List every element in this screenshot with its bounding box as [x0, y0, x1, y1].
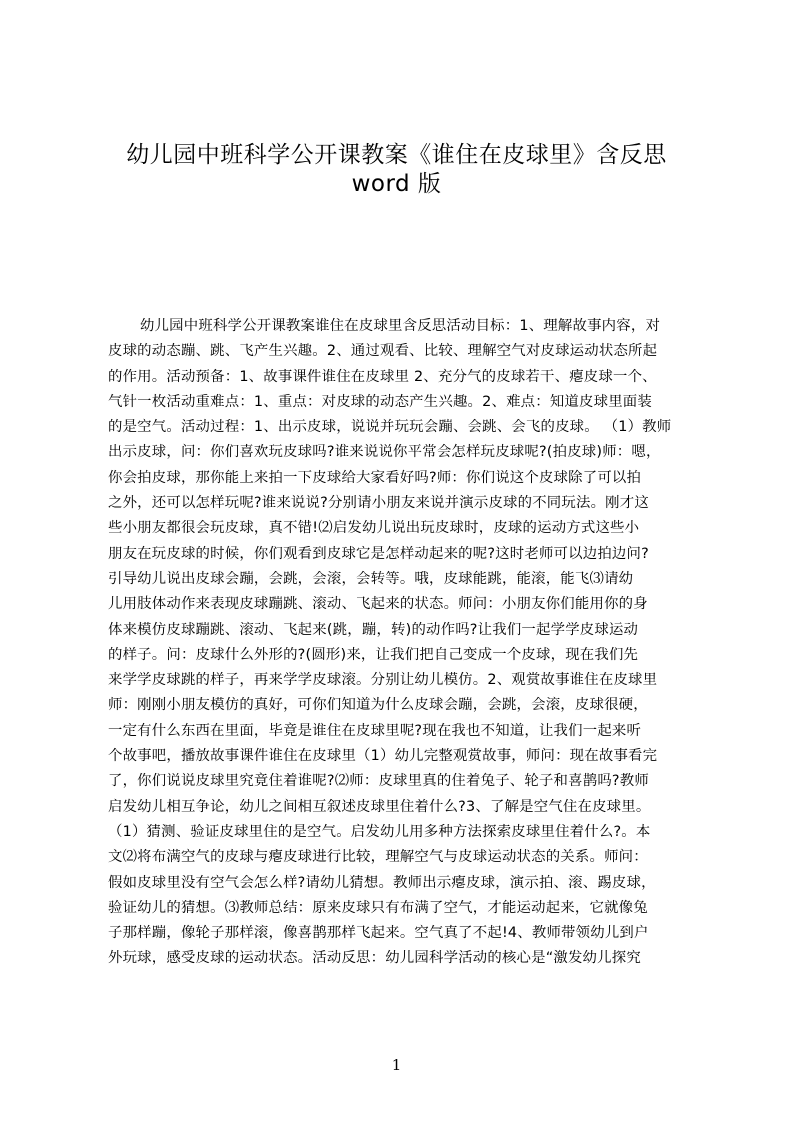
body-line: 文⑵将布满空气的皮球与瘪皮球进行比较，理解空气与皮球运动状态的关系。师问： [108, 849, 648, 866]
body-line: 的样子。问：皮球什么外形的?(圆形)来，让我们把自己变成一个皮球，现在我们先 [108, 646, 639, 663]
body-line: 些小朋友都很会玩皮球，真不错!⑵启发幼儿说出玩皮球时，皮球的运动方式这些小 [108, 520, 640, 537]
body-line: 师：刚刚小朋友模仿的真好，可你们知道为什么皮球会蹦，会跳，会滚，皮球很硬， [108, 697, 648, 714]
body-line: 皮球的动态蹦、跳、飞产生兴趣。2、通过观看、比较、理解空气对皮球运动状态所起 [108, 343, 658, 360]
page-number: 1 [391, 1056, 402, 1074]
body-line: （1）猜测、验证皮球里住的是空气。启发幼儿用多种方法探索皮球里住着什么?。本 [108, 823, 651, 840]
body-line: 引导幼儿说出皮球会蹦，会跳，会滚，会转等。哦，皮球能跳，能滚，能飞⑶请幼 [108, 570, 634, 587]
body-line: 体来模仿皮球蹦跳、滚动、飞起来(跳，蹦，转)的动作吗?让我们一起学学皮球运动 [108, 621, 639, 638]
body-line: 个故事吧，播放故事课件谁住在皮球里（1）幼儿完整观赏故事，师问：现在故事看完 [108, 748, 658, 765]
body-line: 儿用肢体动作来表现皮球蹦跳、滚动、飞起来的状态。师问：小朋友你们能用你的身 [108, 596, 648, 613]
body-text [108, 314, 711, 1014]
body-line: 之外，还可以怎样玩呢?谁来说说?分别请小朋友来说并演示皮球的不同玩法。刚才这 [108, 495, 649, 512]
body-line: 朋友在玩皮球的时候，你们观看到皮球它是怎样动起来的呢?这时老师可以边拍边问? [108, 545, 649, 562]
body-line: 验证幼儿的猜想。⑶教师总结：原来皮球只有布满了空气，才能运动起来，它就像兔 [108, 899, 648, 916]
body-line: 的作用。活动预备：1、故事课件谁住在皮球里 2、充分气的皮球若干、瘪皮球一个、 [108, 368, 657, 385]
body-line: 启发幼儿相互争论，幼儿之间相互叙述皮球里住着什么?3、了解是空气住在皮球里。 [108, 798, 651, 815]
body-line: 假如皮球里没有空气会怎么样?请幼儿猜想。教师出示瘪皮球，演示拍、滚、踢皮球， [108, 874, 656, 891]
body-line: 出示皮球，问：你们喜欢玩皮球吗?谁来说说你平常会怎样玩皮球呢?(拍皮球)师：嗯， [108, 444, 661, 461]
body-line: 的是空气。活动过程：1、出示皮球，说说并玩玩会蹦、会跳、会飞的皮球。 （1）教师 [108, 419, 672, 436]
body-line: 了，你们说说皮球里究竟住着谁呢?⑵师：皮球里真的住着兔子、轮子和喜鹊吗?教师 [108, 773, 649, 790]
body-line: 一定有什么东西在里面，毕竟是谁住在皮球里呢?现在我也不知道，让我们一起来听 [108, 722, 642, 739]
body-line: 外玩球，感受皮球的运动状态。活动反思：幼儿园科学活动的核心是“激发幼儿探究 [108, 950, 641, 967]
body-line: 子那样蹦，像轮子那样滚，像喜鹊那样飞起来。空气真了不起!4、教师带领幼儿到户 [108, 925, 649, 942]
body-line: 幼儿园中班科学公开课教案谁住在皮球里含反思活动目标：1、理解故事内容，对 [140, 318, 661, 334]
body-line: 来学学皮球跳的样子，再来学学皮球滚。分别让幼儿模仿。2、观赏故事谁住在皮球里 [108, 672, 658, 689]
document-title-suffix: word 版 [351, 171, 442, 197]
document-title: 幼儿园中班科学公开课教案《谁住在皮球里》含反思 [126, 142, 667, 168]
body-line: 你会拍皮球，那你能上来拍一下皮球给大家看好吗?师：你们说这个皮球除了可以拍 [108, 469, 642, 486]
body-line: 气针一枚活动重难点：1、重点：对皮球的动态产生兴趣。2、难点：知道皮球里面装 [108, 393, 652, 410]
